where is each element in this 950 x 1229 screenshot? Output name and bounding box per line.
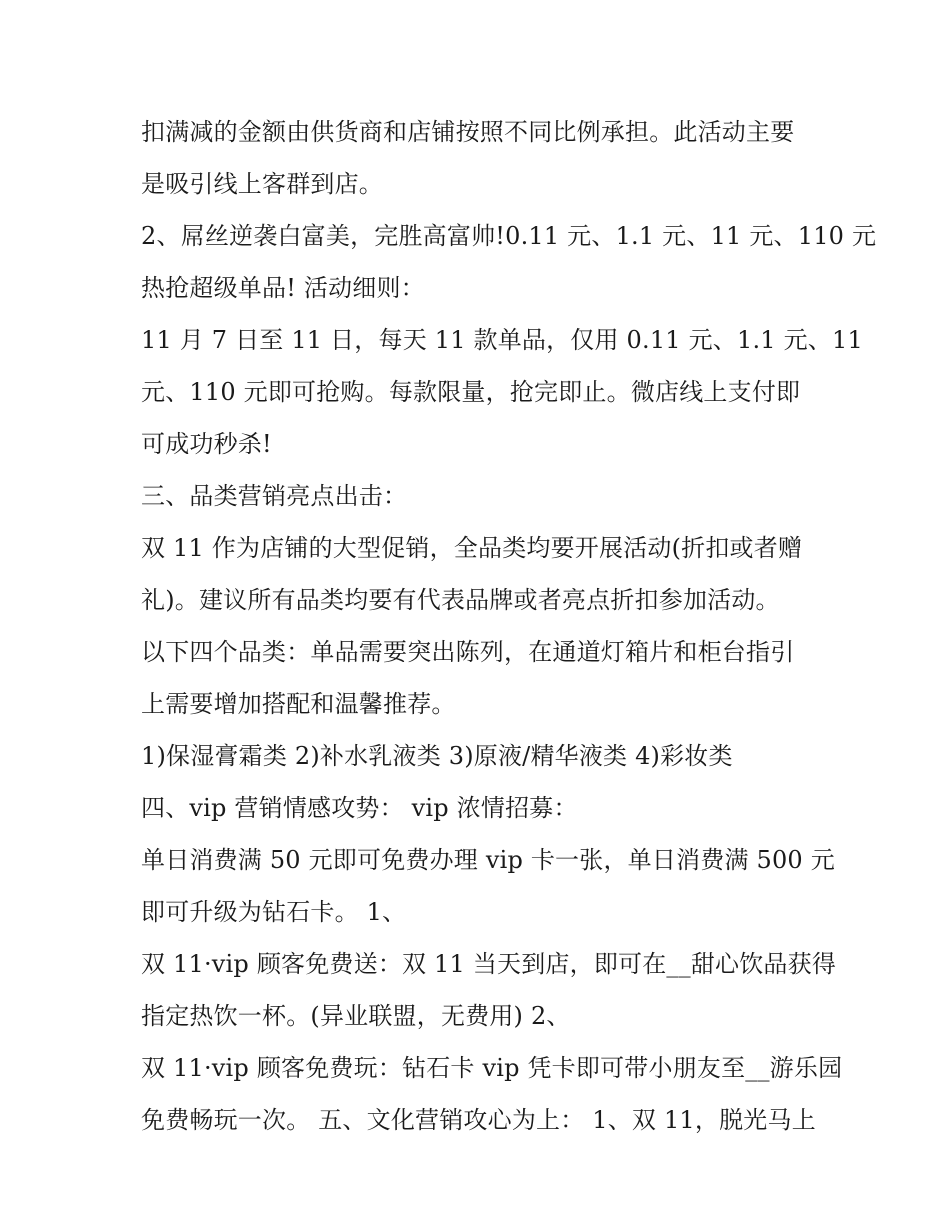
text-line: 11 月 7 日至 11 日，每天 11 款单品，仅用 0.11 元、1.1 元、11: [141, 326, 863, 354]
text-line: 双 11·vip 顾客免费送：双 11 当天到店，即可在__甜心饮品获得: [141, 950, 837, 978]
document-body: [141, 106, 877, 1146]
text-line: 是吸引线上客群到店。: [141, 170, 383, 198]
text-line: 即可升级为钻石卡。 1、: [141, 898, 407, 926]
text-line: 双 11 作为店铺的大型促销，全品类均要开展活动(折扣或者赠: [141, 534, 803, 562]
text-line: 热抢超级单品! 活动细则：: [141, 274, 425, 302]
text-line: 双 11·vip 顾客免费玩：钻石卡 vip 凭卡即可带小朋友至__游乐园: [141, 1054, 843, 1082]
category-list: 1)保湿膏霜类 2)补水乳液类 3)原液/精华液类 4)彩妆类: [141, 742, 733, 770]
text-line: 2、屌丝逆袭白富美，完胜高富帅!0.11 元、1.1 元、11 元、110 元: [141, 222, 877, 250]
text-line: 礼)。建议所有品类均要有代表品牌或者亮点折扣参加活动。: [141, 586, 780, 614]
text-line: 以下四个品类：单品需要突出陈列，在通道灯箱片和柜台指引: [141, 638, 795, 666]
text-line: 免费畅玩一次。 五、文化营销攻心为上： 1、双 11，脱光马上: [141, 1106, 816, 1134]
text-line: 指定热饮一杯。(异业联盟，无费用) 2、: [141, 1002, 571, 1030]
text-line: 元、110 元即可抢购。每款限量，抢完即止。微店线上支付即: [141, 378, 801, 406]
section-heading: 三、品类营销亮点出击：: [141, 482, 408, 510]
text-line: 扣满减的金额由供货商和店铺按照不同比例承担。此活动主要: [141, 118, 795, 146]
text-line: 上需要增加搭配和温馨推荐。: [141, 690, 456, 718]
text-line: 单日消费满 50 元即可免费办理 vip 卡一张，单日消费满 500 元: [141, 846, 835, 874]
section-heading: 四、vip 营销情感攻势： vip 浓情招募：: [141, 794, 578, 822]
text-line: 可成功秒杀!: [141, 430, 272, 458]
